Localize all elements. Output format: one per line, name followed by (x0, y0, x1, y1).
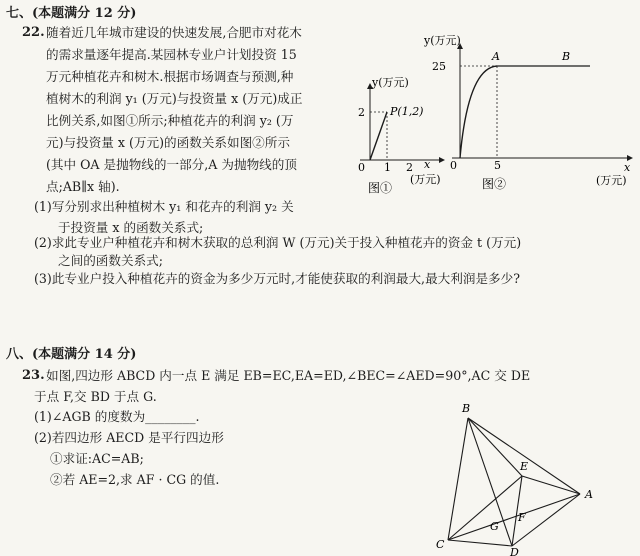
q22-line-2: 的需求量逐年提高.某园林专业户计划投资 15 (46, 47, 297, 62)
geometry-figure (430, 400, 640, 556)
fig1-xtick-1: 1 (384, 161, 391, 174)
q22-line-7: (其中 OA 是抛物线的一部分,A 为抛物线的顶 (46, 157, 297, 172)
geo-label-E: E (520, 460, 529, 473)
fig2-xvar: x (624, 161, 631, 174)
geo-label-A: A (585, 488, 593, 501)
q22-part-2-cont: 之间的函数关系式; (58, 253, 163, 268)
fig1-xvar: x (424, 158, 431, 171)
fig1-xunit: (万元) (410, 173, 441, 186)
q22-part-3: (3)此专业户投入种植花卉的资金为多少万元时,才能使获取的利润最大,最大利润是多少? (34, 271, 520, 286)
figure-1-graph (340, 72, 450, 197)
geo-label-F: F (518, 511, 526, 524)
fig1-xtick-2: 2 (406, 161, 413, 174)
q22-line-1: 随着近几年城市建设的快速发展,合肥市对花木 (46, 25, 302, 40)
q22-line-3: 万元种植花卉和树木.根据市场调查与预测,种 (46, 69, 294, 84)
q23-part-2-i: ①求证:AC=AB; (50, 451, 144, 466)
figure-2-graph (424, 30, 640, 198)
q22-line-6: 元)与投资量 x (万元)的函数关系如图②所示 (46, 135, 290, 150)
q22-line-4: 植树木的利润 y₁ (万元)与投资量 x (万元)成正 (46, 91, 303, 106)
fig1-ytick: 2 (358, 106, 365, 119)
section-7-header: 七、(本题满分 12 分) (6, 6, 137, 21)
fig2-label-B: B (562, 50, 571, 63)
q22-part-1: (1)写分别求出种植树木 y₁ 和花卉的利润 y₂ 关 (34, 199, 294, 214)
fig2-origin: 0 (450, 159, 457, 172)
fig1-caption: 图① (368, 181, 393, 195)
fig1-ylabel: y(万元) (372, 76, 409, 89)
q23-line-1: 如图,四边形 ABCD 内一点 E 满足 EB=EC,EA=ED,∠BEC=∠AED=90°,AC 交 DE (46, 368, 531, 383)
section-8-header: 八、(本题满分 14 分) (6, 347, 137, 362)
fig2-label-A: A (492, 50, 500, 63)
q22-part-1-cont: 于投资量 x 的函数关系式; (58, 220, 204, 235)
fig2-xunit: (万元) (596, 174, 627, 187)
q23-part-1: (1)∠AGB 的度数为________. (34, 409, 200, 424)
geo-label-G: G (490, 520, 499, 533)
geo-label-C: C (436, 538, 445, 551)
q22-part-2: (2)求此专业户种植花卉和树木获取的总利润 W (万元)关于投入种植花卉的资金 t (万元) (34, 235, 522, 250)
q23-part-2-ii: ②若 AE=2,求 AF · CG 的值. (50, 472, 220, 487)
geo-label-B: B (462, 402, 471, 415)
fig1-point-label: P(1,2) (390, 105, 424, 118)
question-23-number: 23. (22, 368, 45, 383)
geo-label-D: D (510, 546, 519, 556)
fig2-ylabel: y(万元) (424, 34, 461, 47)
fig2-xtick: 5 (494, 159, 501, 172)
fig2-ytick: 25 (432, 60, 446, 73)
q22-line-5: 比例关系,如图①所示;种植花卉的利润 y₂ (万 (46, 113, 294, 128)
q23-line-2: 于点 F,交 BD 于点 G. (34, 389, 157, 404)
question-22-number: 22. (22, 25, 45, 40)
fig2-caption: 图② (482, 177, 507, 191)
q23-part-2: (2)若四边形 AECD 是平行四边形 (34, 430, 224, 445)
q22-line-8: 点;AB∥x 轴). (46, 179, 120, 194)
fig1-origin: 0 (358, 161, 365, 174)
